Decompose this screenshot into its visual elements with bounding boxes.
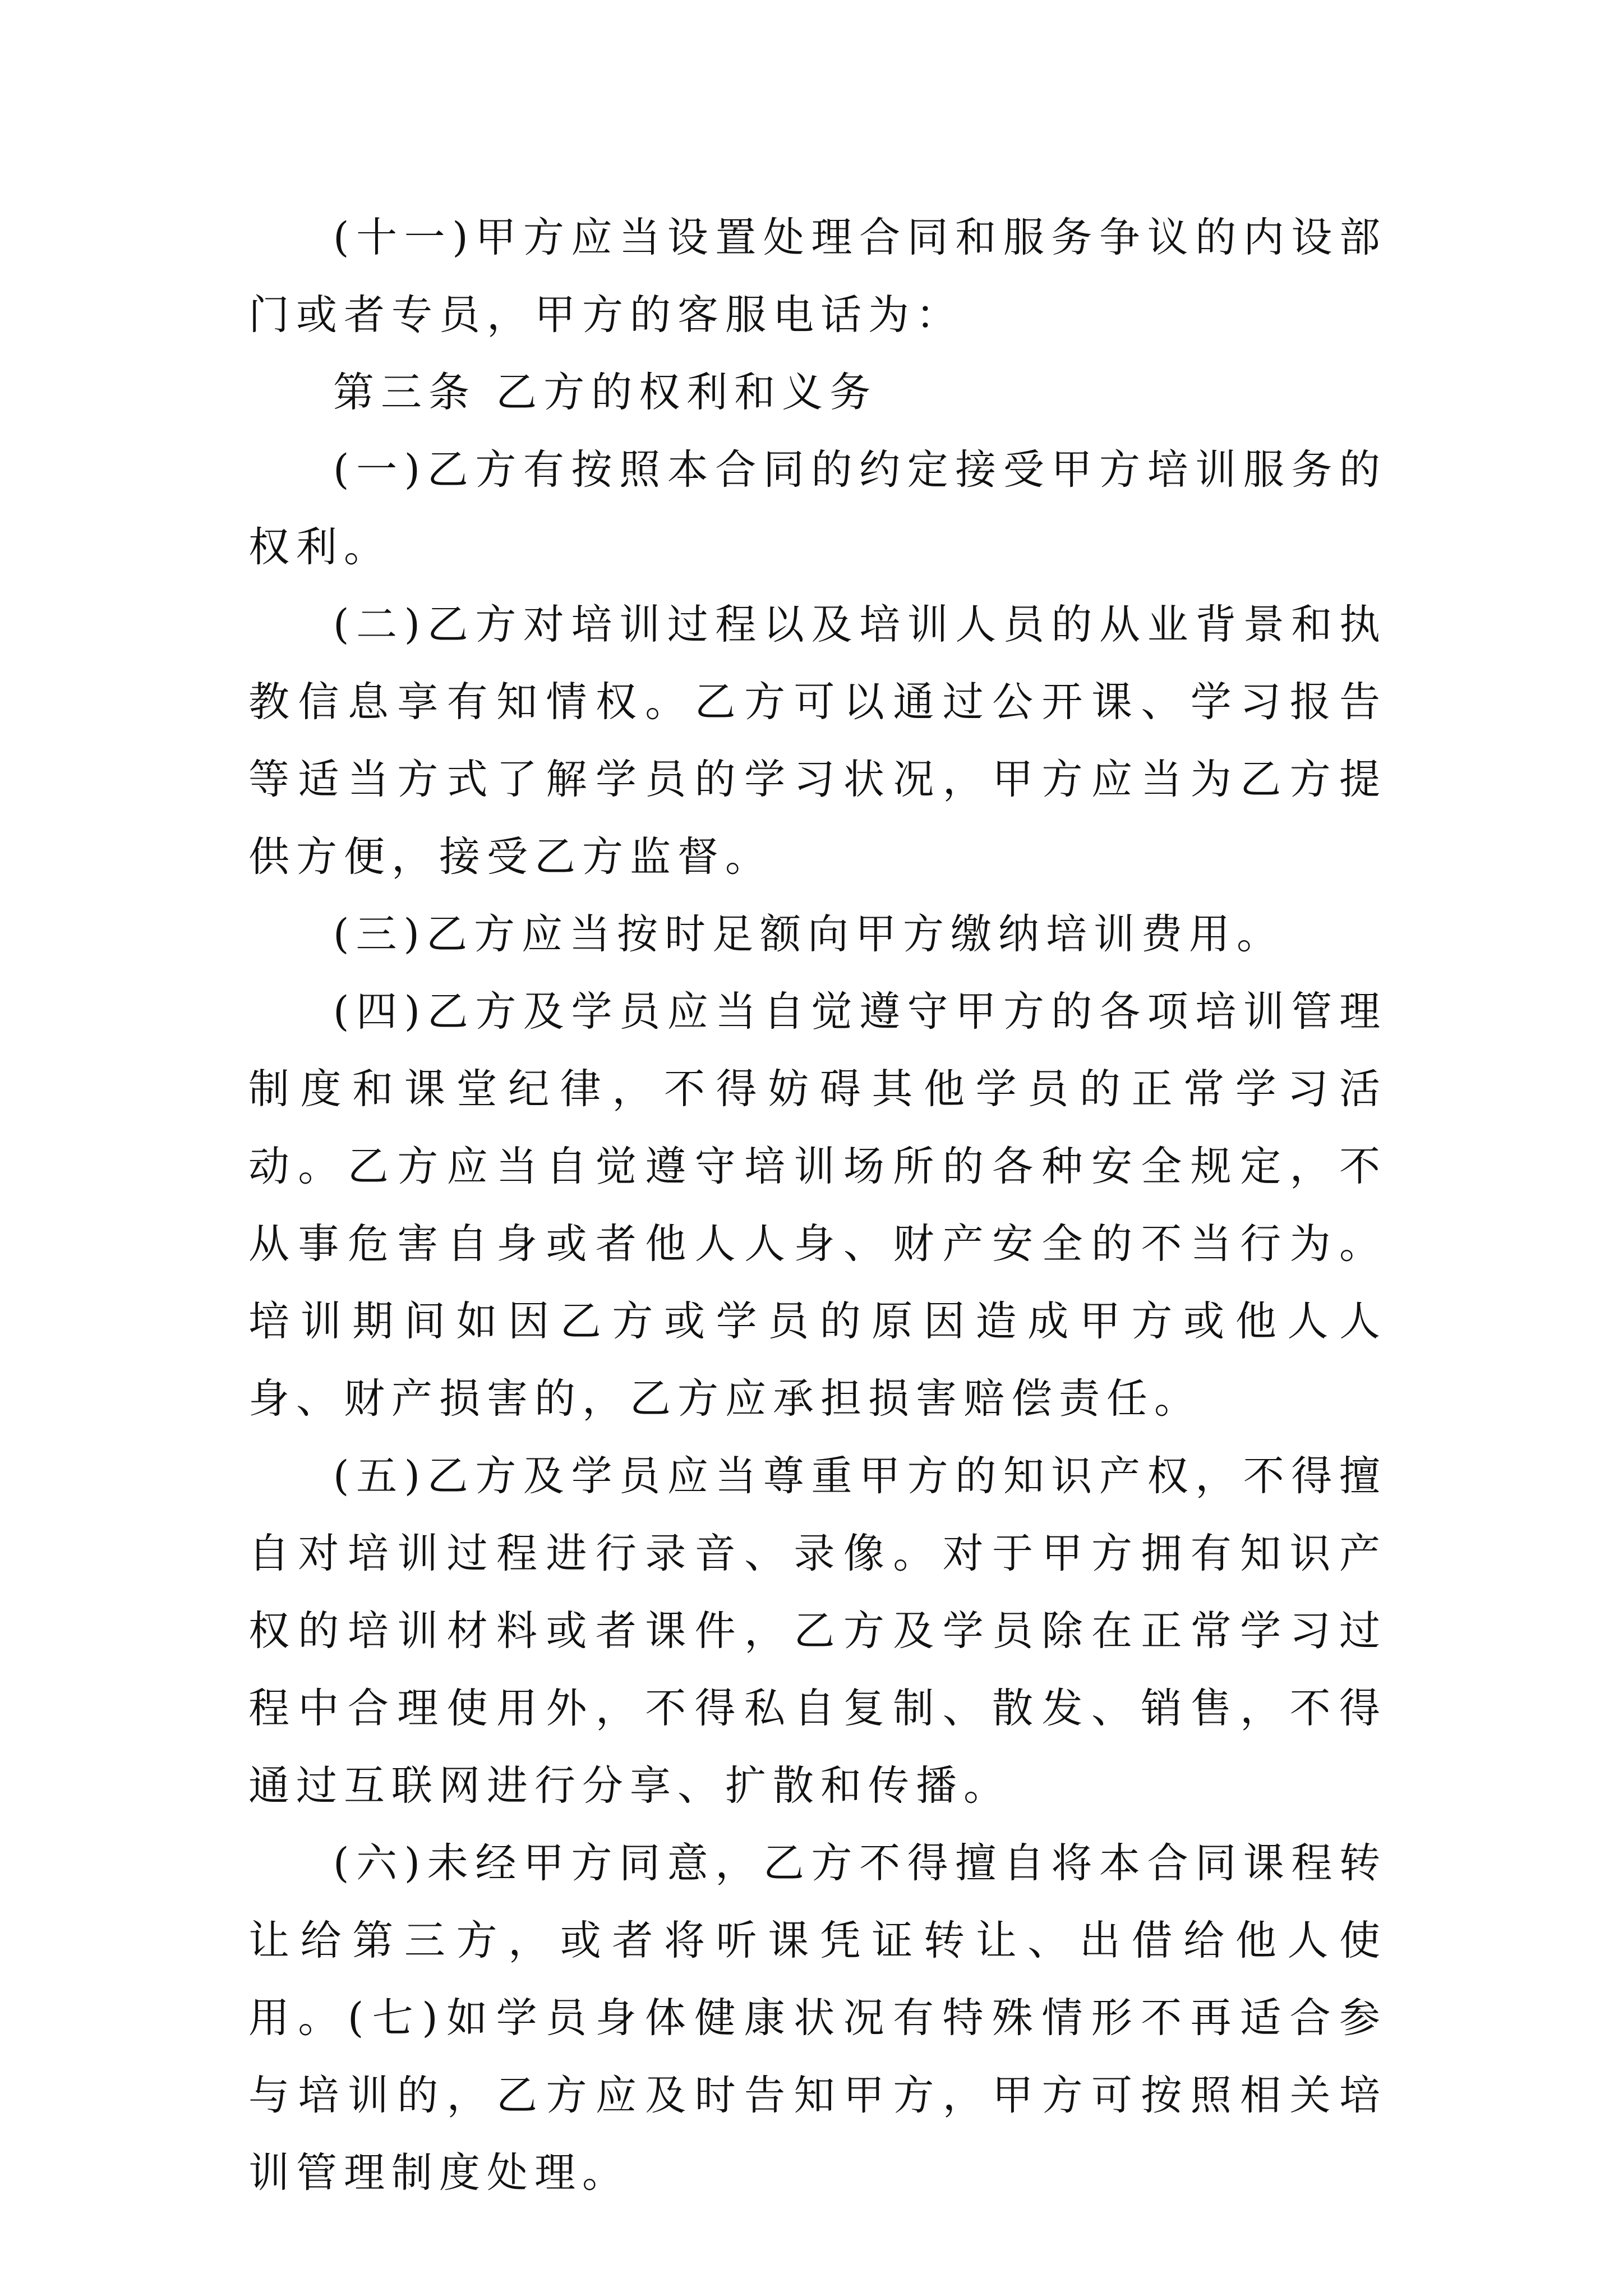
paragraph-item-4: (四)乙方及学员应当自觉遵守甲方的各项培训管理制度和课堂纪律，不得妨碍其他学员的正常学习活动。乙方应当自觉遵守培训场所的各种安全规定，不从事危害自身或者他人人身、财产安全的不当行为。培训期间如因乙方或学员的原因造成甲方或他人人身、财产损害的，乙方应承担损害赔偿责任。: [248, 988, 1387, 1423]
paragraph-item-1: (一)乙方有按照本合同的约定接受甲方培训服务的权利。: [248, 446, 1387, 571]
paragraph-item-3: (三)乙方应当按时足额向甲方缴纳培训费用。: [333, 910, 1284, 958]
paragraph-clause-11: (十一)甲方应当设置处理合同和服务争议的内设部门或者专员，甲方的客服电话为：: [248, 214, 1387, 339]
paragraph-item-2: (二)乙方对培训过程以及培训人员的从业背景和执教信息享有知情权。乙方可以通过公开课、学习报告等适当方式了解学员的学习状况，甲方应当为乙方提供方便，接受乙方监督。: [248, 601, 1387, 881]
paragraph-item-6-7: (六)未经甲方同意，乙方不得擅自将本合同课程转让给第三方，或者将听课凭证转让、出借给他人使用。(七)如学员身体健康状况有特殊情形不再适合参与培训的，乙方应及时告知甲方，甲方可按照相关培训管理制度处理。: [248, 1839, 1387, 2197]
paragraph-item-5: (五)乙方及学员应当尊重甲方的知识产权，不得擅自对培训过程进行录音、录像。对于甲方拥有知识产权的培训材料或者课件，乙方及学员除在正常学习过程中合理使用外，不得私自复制、散发、销售，不得通过互联网进行分享、扩散和传播。: [248, 1452, 1387, 1810]
document-body: [248, 199, 1387, 2212]
section-heading-article-3: 第三条 乙方的权利和义务: [333, 369, 878, 416]
